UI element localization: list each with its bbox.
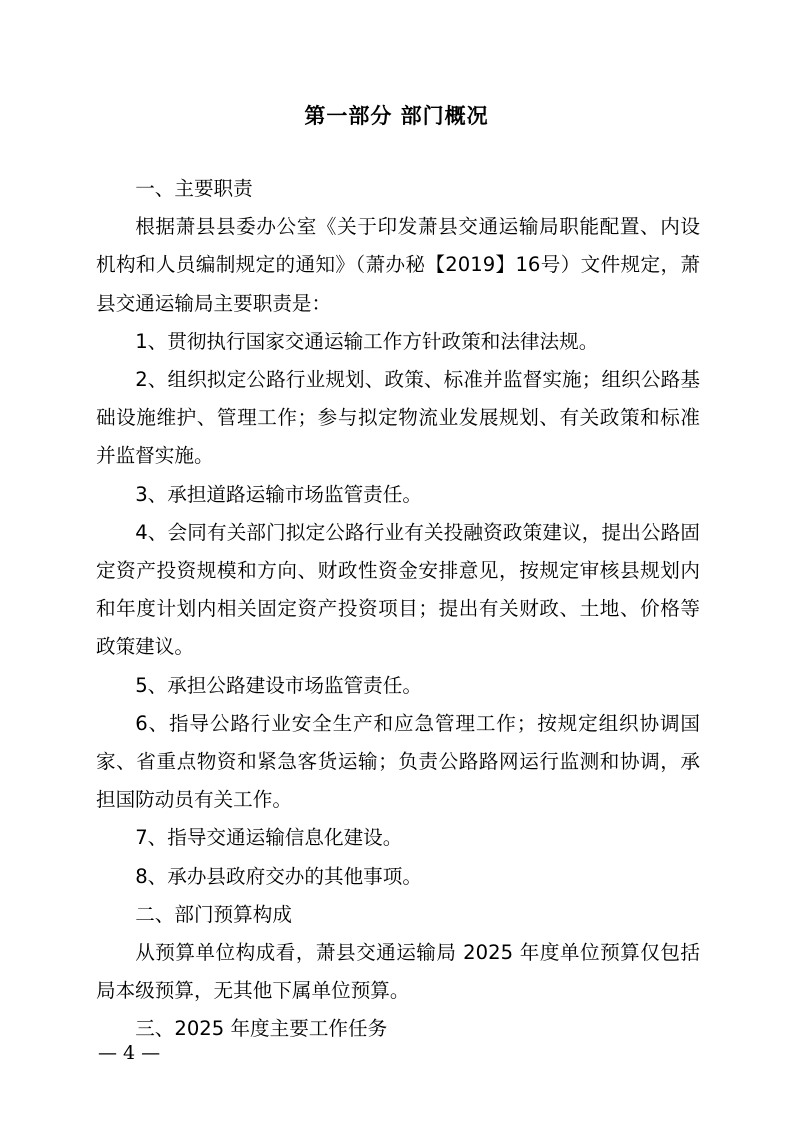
section-heading-duties: 一、主要职责 xyxy=(135,177,253,200)
page-title: 第一部分 部门概况 xyxy=(304,104,489,128)
list-item: 4、会同有关部门拟定公路行业有关投融资政策建议，提出公路固定资产投资规模和方向、财政性资金安排意见，按规定审核县规划内和年度计划内相关固定资产投资项目；提出有关财政、土地、价格等政策建议。 xyxy=(96,520,700,659)
list-item: 3、承担道路运输市场监管责任。 xyxy=(135,482,422,506)
list-item: 7、指导交通运输信息化建设。 xyxy=(135,826,403,850)
section-heading-tasks: 三、2025 年度主要工作任务 xyxy=(135,1017,388,1041)
section-heading-budget: 二、部门预算构成 xyxy=(135,902,292,926)
page-number: — 4 — xyxy=(98,1042,161,1064)
paragraph: 根据萧县县委办公室《关于印发萧县交通运输局职能配置、内设机构和人员编制规定的通知》（萧办秘【2019】16号）文件规定，萧县交通运输局主要职责是： xyxy=(96,215,700,315)
body-text xyxy=(96,170,700,1049)
list-item: 6、指导公路行业安全生产和应急管理工作；按规定组织协调国家、省重点物资和紧急客货运输；负责公路路网运行监测和协调，承担国防动员有关工作。 xyxy=(96,711,700,812)
list-item: 1、贯彻执行国家交通运输工作方针政策和法律法规。 xyxy=(135,329,599,353)
list-item: 2、组织拟定公路行业规划、政策、标准并监督实施；组织公路基础设施维护、管理工作；参与拟定物流业发展规划、有关政策和标准并监督实施。 xyxy=(96,368,700,468)
list-item: 8、承办县政府交办的其他事项。 xyxy=(135,864,422,888)
list-item: 5、承担公路建设市场监管责任。 xyxy=(135,673,422,697)
paragraph: 从预算单位构成看，萧县交通运输局 2025 年度单位预算仅包括局本级预算，无其他下属单位预算。 xyxy=(96,941,700,1003)
